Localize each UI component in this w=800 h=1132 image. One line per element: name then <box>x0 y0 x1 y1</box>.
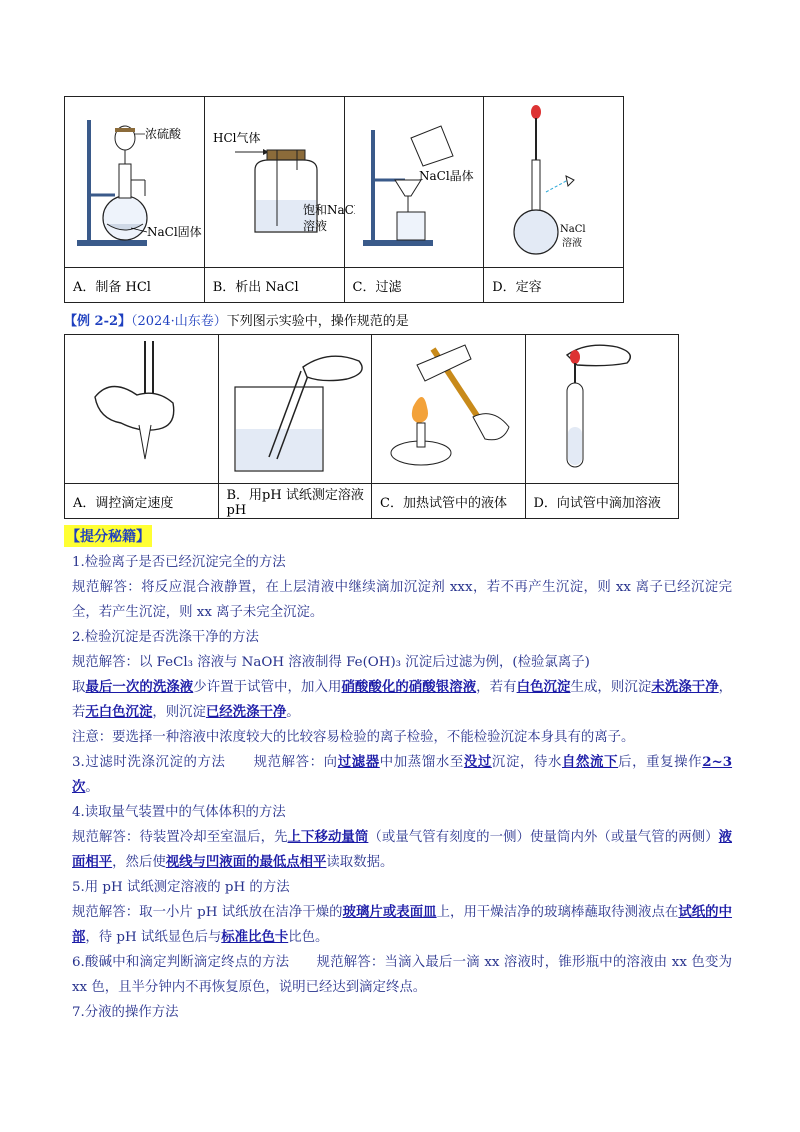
example-text: 下列图示实验中，操作规范的是 <box>226 314 409 329</box>
item-1-body: 规范解答：将反应混合液静置，在上层清液中继续滴加沉淀剂 xxx，若不再产生沉淀，则 xx 离子已经沉淀完全，若产生沉淀，则 xx 离子未完全沉淀。 <box>72 580 732 620</box>
caption-2d: D．向试管中滴加溶液 <box>525 484 679 519</box>
heating-tube-illustration <box>373 337 523 477</box>
key-term: 无白色沉淀 <box>85 704 153 720</box>
label-conc-sulfuric-acid: 浓硫酸 <box>145 127 182 141</box>
figure-d-volume-makeup <box>484 97 624 268</box>
item-6-body: 6.酸碱中和滴定判断滴定终点的方法 规范解答：当滴入最后一滴 xx 溶液时，锥形瓶中的溶液由 xx 色变为 xx 色，且半分钟内不再恢复原色，说明已经达到滴定终点。 <box>72 955 732 995</box>
figure-c-heat-test-tube <box>372 335 526 484</box>
text-run: 生成，则沉淀 <box>570 680 652 695</box>
label-nacl-crystal: NaCl晶体 <box>418 169 474 183</box>
section-header-tips: 【提分秘籍】 <box>64 525 152 547</box>
figure-a-titration-speed <box>65 335 219 484</box>
item-1-title: 1.检验离子是否已经沉淀完全的方法 <box>72 555 286 570</box>
key-term: 上下移动量筒 <box>287 829 369 845</box>
figure-a-prepare-hcl <box>65 97 205 268</box>
text-run: 上，用干燥洁净的玻璃棒蘸取待测液点在 <box>436 905 679 920</box>
apparatus-table-1 <box>64 96 624 303</box>
item-2-title: 2.检验沉淀是否洗涤干净的方法 <box>72 630 259 645</box>
example-heading <box>64 310 409 329</box>
label-nacl-d: NaCl <box>559 224 586 235</box>
text-run: ，若有 <box>476 680 517 695</box>
caption-2a: A．调控滴定速度 <box>65 484 219 519</box>
key-term: 液面相平 <box>72 829 733 870</box>
label-solution-d: 溶液 <box>561 238 582 249</box>
caption-b: B．析出 NaCl <box>204 268 344 303</box>
text-run: 。 <box>85 780 99 795</box>
key-term: 标准比色卡 <box>221 929 289 945</box>
text-run: ，待 pH 试纸显色后与 <box>85 930 222 945</box>
text-run: ，然后使 <box>112 855 166 870</box>
gas-bottle-illustration <box>205 100 355 260</box>
figure-d-drop-solution <box>525 335 679 484</box>
apparatus-table-2 <box>64 334 679 519</box>
key-term: 自然流下 <box>562 754 619 770</box>
text-run: 3.过滤时洗涤沉淀的方法 规范解答：向 <box>72 755 338 770</box>
label-hcl-gas: HCl气体 <box>212 131 261 145</box>
figure-b-ph-paper <box>218 335 372 484</box>
label-solution-b: 溶液 <box>302 219 327 233</box>
volumetric-flask-illustration <box>506 100 602 260</box>
key-term: 没过 <box>463 754 492 770</box>
item-3 <box>72 750 732 800</box>
item-7-title: 7.分液的操作方法 <box>72 1005 179 1020</box>
burette-hand-illustration <box>81 337 201 477</box>
label-saturated-nacl: 饱和NaCl <box>302 203 355 217</box>
item-5-body <box>72 900 732 950</box>
figure-b-precipitate-nacl <box>204 97 355 268</box>
example-tag: 【例 2-2】 <box>64 314 132 329</box>
text-run: 规范解答：待装置冷却至室温后，先 <box>72 830 288 845</box>
text-run: （或量气管有刻度的一侧）使量筒内外（或量气管的两侧） <box>368 830 719 845</box>
key-term: 最后一次的洗涤液 <box>85 679 194 695</box>
text-run: 读取数据。 <box>326 855 394 870</box>
filtration-illustration <box>345 100 495 260</box>
key-term: 试纸的中部 <box>72 904 733 945</box>
key-term: 2~3 次 <box>72 754 733 795</box>
text-run: 比色。 <box>288 930 329 945</box>
text-run: 规范解答：取一小片 pH 试纸放在洁净干燥的 <box>72 905 343 920</box>
caption-c: C．过滤 <box>344 268 484 303</box>
tips-body <box>72 550 732 1025</box>
key-term: 白色沉淀 <box>516 679 571 695</box>
text-run: ，则沉淀 <box>152 705 206 720</box>
item-2-note: 注意：要选择一种溶液中浓度较大的比较容易检验的离子检验，不能检验沉淀本身具有的离子。 <box>72 730 635 745</box>
text-run: 取 <box>72 680 86 695</box>
item-4-body <box>72 825 732 875</box>
example-source: （2024·山东卷） <box>131 314 227 329</box>
caption-2c: C．加热试管中的液体 <box>372 484 526 519</box>
item-4-title: 4.读取量气装置中的气体体积的方法 <box>72 805 286 820</box>
key-term: 视线与凹液面的最低点相平 <box>165 854 327 870</box>
caption-d: D．定容 <box>484 268 624 303</box>
figure-c-filtration <box>344 97 484 268</box>
caption-a: A．制备 HCl <box>65 268 205 303</box>
key-term: 未洗涤干净 <box>651 679 719 695</box>
beaker-ph-illustration <box>219 337 389 477</box>
text-run: ，若 <box>72 680 733 720</box>
key-term: 已经洗涤干净 <box>205 704 287 720</box>
text-run: 后，重复操作 <box>618 755 703 770</box>
text-run: 少许置于试管中，加入用 <box>193 680 342 695</box>
text-run: 。 <box>286 705 300 720</box>
label-nacl-solid: NaCl固体 <box>147 225 202 239</box>
key-term: 过滤器 <box>337 754 380 770</box>
text-run: 沉淀，待水 <box>491 755 563 770</box>
dropper-tube-illustration <box>547 337 657 477</box>
caption-2b: B．用pH 试纸测定溶液pH <box>218 484 372 519</box>
hcl-generator-illustration <box>65 100 215 260</box>
item-5-title: 5.用 pH 试纸测定溶液的 pH 的方法 <box>72 880 290 895</box>
item-2-procedure <box>72 675 732 725</box>
item-2-body: 规范解答：以 FeCl₃ 溶液与 NaOH 溶液制得 Fe(OH)₃ 沉淀后过滤为例，(检验氯离子) <box>72 655 590 670</box>
key-term: 硝酸酸化的硝酸银溶液 <box>341 679 477 695</box>
key-term: 玻璃片或表面皿 <box>342 904 437 920</box>
text-run: 中加蒸馏水至 <box>379 755 464 770</box>
